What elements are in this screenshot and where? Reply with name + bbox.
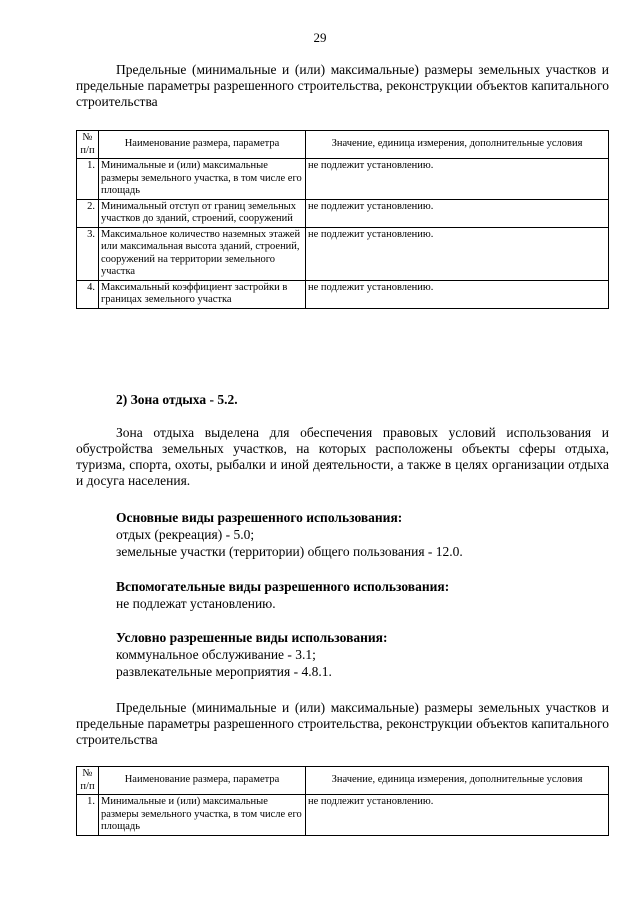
conditional-use-item: коммунальное обслуживание - 3.1; — [116, 647, 316, 662]
main-uses-heading: Основные виды разрешенного использования: — [116, 510, 403, 525]
page-number: 29 — [313, 30, 327, 45]
limits-text: Предельные (минимальные и (или) максимальные) размеры земельных участков и предельные параметры разрешенного строительства, реконструкции объектов капитального строительства — [76, 700, 609, 747]
parameters-table-1 — [76, 130, 609, 309]
intro-text: Предельные (минимальные и (или) максимальные) размеры земельных участков и предельные параметры разрешенного строительства, реконструкции объектов капитального строительства — [76, 62, 609, 109]
row-name: Минимальные и (или) максимальные размеры земельного участка, в том числе его площадь — [99, 159, 306, 200]
table-row — [77, 159, 609, 200]
row-num: 3. — [77, 227, 99, 280]
auxiliary-uses-heading: Вспомогательные виды разрешенного использования: — [116, 579, 450, 594]
table-header-row — [77, 131, 609, 159]
table-row — [77, 227, 609, 280]
main-use-item: отдых (рекреация) - 5.0; — [116, 527, 255, 542]
auxiliary-use-item: не подлежат установлению. — [116, 596, 276, 611]
row-value: не подлежит установлению. — [306, 280, 609, 308]
table-row — [77, 199, 609, 227]
row-name: Минимальные и (или) максимальные размеры земельного участка, в том числе его площадь — [99, 795, 306, 836]
conditional-uses-heading: Условно разрешенные виды использования: — [116, 630, 388, 645]
zone-description-text: Зона отдыха выделена для обеспечения правовых условий использования и обустройства земельных участков, на которых расположены объекты сферы отдыха, туризма, спорта, охоты, рыбалки и иной деятельности, а также в целях организации отдыха и досуга населения. — [76, 425, 609, 488]
row-value: не подлежит установлению. — [306, 199, 609, 227]
header-value: Значение, единица измерения, дополнительные условия — [306, 131, 609, 159]
row-num: 4. — [77, 280, 99, 308]
table-header-row — [77, 767, 609, 795]
limits-paragraph — [76, 700, 609, 748]
main-use-item: земельные участки (территории) общего пользования - 12.0. — [116, 544, 463, 559]
intro-paragraph — [76, 62, 609, 110]
row-name: Минимальный отступ от границ земельных участков до зданий, строений, сооружений — [99, 199, 306, 227]
header-num: № п/п — [77, 767, 99, 795]
row-value: не подлежит установлению. — [306, 795, 609, 836]
table-row — [77, 280, 609, 308]
conditional-use-item: развлекательные мероприятия - 4.8.1. — [116, 664, 332, 679]
row-name: Максимальное количество наземных этажей или максимальная высота зданий, строений, сооружений на территории земельного участка — [99, 227, 306, 280]
row-num: 1. — [77, 159, 99, 200]
table-row — [77, 795, 609, 836]
row-num: 2. — [77, 199, 99, 227]
header-value: Значение, единица измерения, дополнительные условия — [306, 767, 609, 795]
header-name: Наименование размера, параметра — [99, 767, 306, 795]
zone-description — [76, 425, 609, 489]
row-num: 1. — [77, 795, 99, 836]
parameters-table-2 — [76, 766, 609, 836]
header-num: № п/п — [77, 131, 99, 159]
row-name: Максимальный коэффициент застройки в границах земельного участка — [99, 280, 306, 308]
row-value: не подлежит установлению. — [306, 159, 609, 200]
header-name: Наименование размера, параметра — [99, 131, 306, 159]
zone-title: 2) Зона отдыха - 5.2. — [116, 392, 238, 407]
row-value: не подлежит установлению. — [306, 227, 609, 280]
